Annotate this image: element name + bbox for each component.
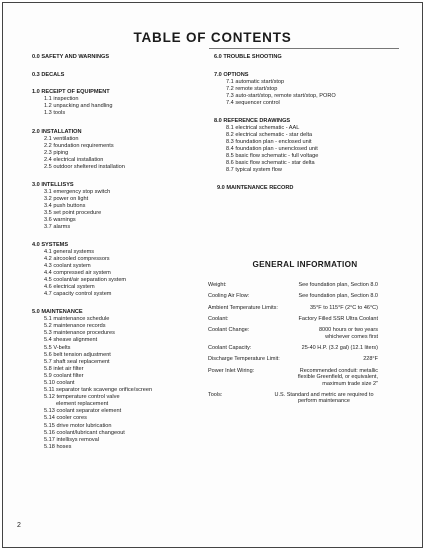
toc-item: 8.2 electrical schematic - star delta xyxy=(226,131,313,138)
toc-section xyxy=(214,118,399,175)
toc-item: 5.8 inlet air filter xyxy=(44,365,84,372)
toc-section xyxy=(32,182,207,232)
info-value: 228°F xyxy=(363,356,378,363)
toc-item: 7.2 remote start/stop xyxy=(226,85,278,92)
info-value: Recommended conduit: metallic flexible Greenfield, or equivalent, maximum trade size 2" xyxy=(297,367,378,387)
toc-item: 5.18 hoses xyxy=(44,443,72,450)
toc-item: 3.7 alarms xyxy=(44,224,71,231)
toc-item: 2.1 ventilation xyxy=(44,135,79,142)
toc-item: 1.1 inspection xyxy=(44,96,79,103)
toc-item: 7.3 auto-start/stop, remote start/stop, PORO xyxy=(226,92,336,99)
toc-section xyxy=(214,185,399,192)
toc-section xyxy=(32,89,207,117)
toc-item: 4.7 capacity control system xyxy=(44,291,112,298)
toc-item: 4.3 coolant system xyxy=(44,263,91,270)
toc-item-continuation: element replacement xyxy=(56,401,109,408)
toc-item: 2.2 foundation requirements xyxy=(44,142,114,149)
toc-heading: 1.0 RECEIPT OF EQUIPMENT xyxy=(32,89,110,96)
document-page xyxy=(2,2,423,548)
toc-item: 1.3 tools xyxy=(44,110,66,117)
toc-section xyxy=(32,72,207,79)
info-row xyxy=(208,392,378,405)
toc-heading: 4.0 SYSTEMS xyxy=(32,241,69,248)
toc-heading: 2.0 INSTALLATION xyxy=(32,128,82,135)
toc-item: 5.10 coolant xyxy=(44,379,75,386)
toc-item: 5.17 intellisys removal xyxy=(44,436,100,443)
toc-item: 3.4 push buttons xyxy=(44,202,86,209)
toc-item: 7.1 automatic start/stop xyxy=(226,78,285,85)
info-label: Cooling Air Flow: xyxy=(208,293,250,300)
page-title: TABLE OF CONTENTS xyxy=(133,30,292,45)
toc-item: 4.4 compressed air system xyxy=(44,270,111,277)
info-label: Ambient Temperature Limits: xyxy=(208,304,278,311)
toc-heading: 0.3 DECALS xyxy=(32,71,65,78)
toc-heading: 0.0 SAFETY AND WARNINGS xyxy=(32,54,110,60)
toc-item: 3.6 warnings xyxy=(44,217,76,224)
info-value: See foundation plan, Section 8.0 xyxy=(298,282,378,288)
info-row xyxy=(208,327,378,340)
toc-section xyxy=(32,309,207,451)
info-label: Discharge Temperature Limit: xyxy=(208,356,280,363)
toc-heading: 3.0 INTELLISYS xyxy=(32,181,74,188)
toc-section xyxy=(214,72,399,107)
info-value: 25-40 H.P. (3.2 gal) (12.1 liters) xyxy=(301,344,378,351)
info-value: 8000 hours or two years whichever comes first xyxy=(318,327,378,340)
general-information-table xyxy=(208,282,378,410)
toc-item: 2.5 outdoor sheltered installation xyxy=(44,164,125,171)
info-value: Factory Filled SSR Ultra Coolant xyxy=(298,315,378,322)
info-label: Power Inlet Wiring: xyxy=(208,367,255,374)
toc-section xyxy=(214,54,399,61)
info-row xyxy=(208,356,378,363)
toc-item: 8.7 typical system flow xyxy=(226,167,282,174)
toc-item: 5.13 coolant separator element xyxy=(44,408,122,415)
toc-item: 5.14 cooler cores xyxy=(44,415,87,422)
toc-item: 5.5 V-belts xyxy=(44,344,71,351)
info-label: Coolant: xyxy=(208,315,229,322)
toc-right-column xyxy=(214,52,399,192)
info-row xyxy=(208,293,378,300)
info-label: Coolant Capacity: xyxy=(208,344,252,351)
toc-item: 8.4 foundation plan - unenclosed unit xyxy=(226,145,318,152)
toc-item: 5.1 maintenance schedule xyxy=(44,316,110,323)
toc-item: 5.7 shaft seal replacement xyxy=(44,358,110,365)
info-label: Weight: xyxy=(208,282,227,288)
toc-item: 2.4 electrical installation xyxy=(44,156,104,163)
toc-item xyxy=(32,394,207,408)
section-divider xyxy=(209,48,399,49)
toc-heading: 6.0 TROUBLE SHOOTING xyxy=(214,54,282,60)
toc-item: 8.1 electrical schematic - AAL xyxy=(226,124,300,131)
toc-left-column xyxy=(32,52,207,451)
toc-item: 2.3 piping xyxy=(44,149,69,156)
toc-item: 8.5 basic flow schematic - full voltage xyxy=(226,153,319,160)
toc-section xyxy=(32,129,207,172)
toc-item: 4.5 coolant/air separation system xyxy=(44,277,127,284)
info-label: Tools: xyxy=(208,391,223,398)
toc-item: 5.2 maintenance records xyxy=(44,323,106,330)
toc-item: 4.6 electrical system xyxy=(44,284,95,291)
toc-item: 5.16 coolant/lubricant changeout xyxy=(44,429,125,436)
toc-heading: 5.0 MAINTENANCE xyxy=(32,309,83,316)
toc-item: 4.1 general systems xyxy=(44,248,95,255)
toc-item: 8.6 basic flow schematic - star delta xyxy=(226,160,315,167)
page-number: 2 xyxy=(17,522,21,529)
toc-item: 8.3 foundation plan - enclosed unit xyxy=(226,138,312,145)
toc-item: 7.4 sequencer control xyxy=(226,99,280,106)
info-value: U.S. Standard and metric are required to perform maintenance xyxy=(274,391,374,405)
info-value: See foundation plan, Section 8.0 xyxy=(298,293,378,300)
toc-item: 3.2 power on light xyxy=(44,195,89,202)
toc-heading: 9.0 MAINTENANCE RECORD xyxy=(217,184,294,191)
info-label: Coolant Change: xyxy=(208,327,250,334)
toc-section xyxy=(32,242,207,299)
toc-heading: 7.0 OPTIONS xyxy=(214,71,249,78)
info-row xyxy=(208,345,378,352)
toc-item: 4.2 aircooled compressors xyxy=(44,255,110,262)
toc-section xyxy=(32,54,207,61)
toc-item: 5.3 maintenance procedures xyxy=(44,330,115,337)
toc-item: 5.9 coolant filter xyxy=(44,372,84,379)
toc-item-text: 5.12 temperature control valve xyxy=(44,394,120,401)
toc-item: 5.11 separator tank scavenge orifice/screen xyxy=(44,387,153,394)
info-row xyxy=(208,305,378,312)
info-row xyxy=(208,282,378,289)
toc-item: 5.6 belt tension adjustment xyxy=(44,351,111,358)
info-value: 35°F to 115°F (2°C to 46°C) xyxy=(309,304,378,311)
toc-item: 5.4 sheave alignment xyxy=(44,337,98,344)
info-row xyxy=(208,368,378,388)
toc-item: 5.15 drive motor lubrication xyxy=(44,422,112,429)
toc-item: 3.5 set point procedure xyxy=(44,210,102,216)
general-information-title: GENERAL INFORMATION xyxy=(252,260,358,269)
info-row xyxy=(208,316,378,323)
toc-item: 1.2 unpacking and handling xyxy=(44,103,113,110)
toc-item: 3.1 emergency stop switch xyxy=(44,188,111,195)
toc-heading: 8.0 REFERENCE DRAWINGS xyxy=(214,117,291,124)
